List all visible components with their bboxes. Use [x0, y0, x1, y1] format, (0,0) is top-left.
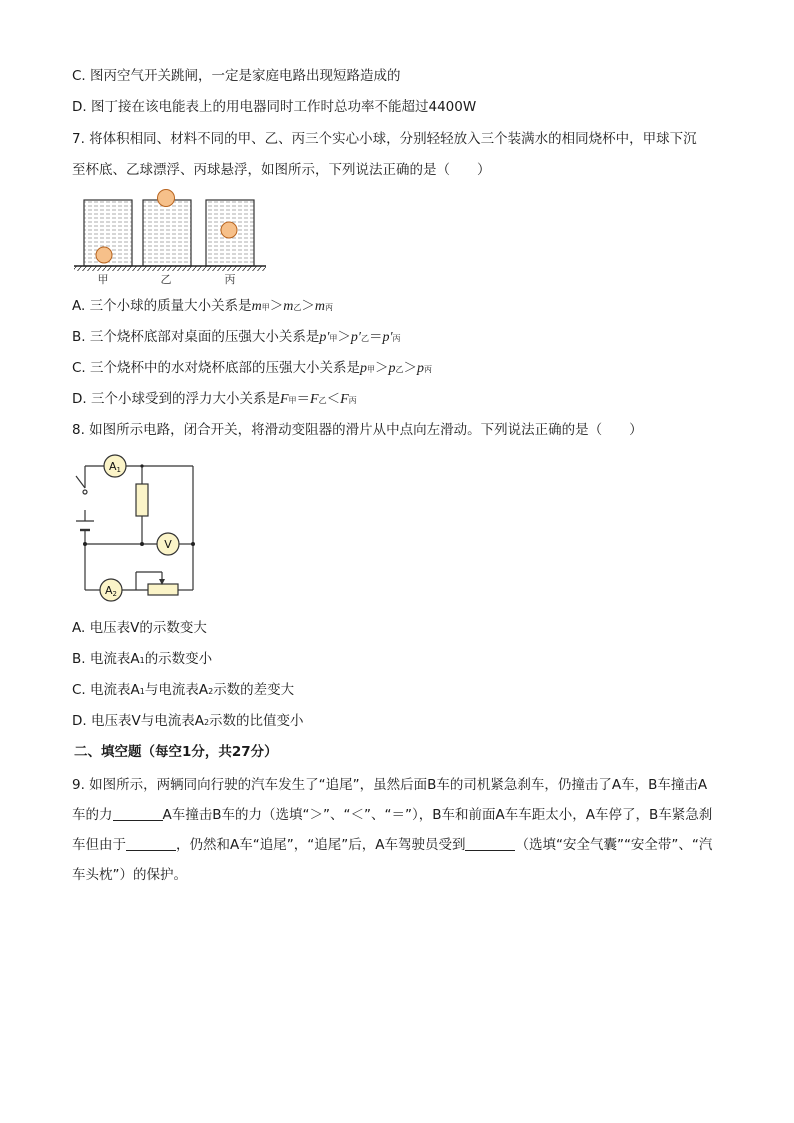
beaker-jia	[84, 200, 132, 266]
label-jia: 甲	[97, 273, 109, 286]
battery	[76, 521, 94, 530]
section-heading-fill-in: 二、填空题（每空1分，共27分）	[74, 744, 278, 760]
ball-bing	[221, 222, 237, 238]
answer-blank-3[interactable]	[465, 836, 515, 851]
prev-option-c: C. 图丙空气开关跳闸，一定是家庭电路出现短路造成的	[72, 68, 401, 84]
q8-stem: 8. 如图所示电路，闭合开关，将滑动变阻器的滑片从中点向左滑动。下列说法正确的是（ ）	[72, 422, 643, 438]
answer-blank-2[interactable]	[126, 836, 176, 851]
label-bing: 丙	[224, 273, 236, 286]
ammeter-a2	[100, 579, 122, 601]
label-yi: 乙	[160, 273, 172, 286]
q8-option-d: D. 电压表V与电流表A2示数的比值变小	[72, 713, 304, 729]
answer-blank-1[interactable]	[113, 806, 163, 821]
q7-option-b: B. 三个烧杯底部对桌面的压强大小关系是p′甲＞p′乙＝p′丙	[72, 329, 401, 345]
q7-option-a: A. 三个小球的质量大小关系是m甲＞m乙＞m丙	[72, 298, 333, 314]
q8-option-b: B. 电流表A1的示数变小	[72, 651, 213, 667]
q7-option-d: D. 三个小球受到的浮力大小关系是F甲＝F乙＜F丙	[72, 391, 357, 407]
q7-stem-line2: 至杯底、乙球漂浮、丙球悬浮，如图所示，下列说法正确的是（ ）	[72, 162, 491, 178]
fixed-resistor	[136, 484, 148, 516]
ball-jia	[96, 247, 112, 263]
q9-paragraph: 9. 如图所示，两辆同向行驶的汽车发生了“追尾”，虽然后面B车的司机紧急刹车，仍撞击了A车，B车撞击A车的力 A车撞击B车的力（选填“＞”、“＜”、“＝”），B车和前面A车车距太小，A车停了，B车紧急刹车但由于 ，仍然和A车“追尾”，“追尾”后，A车驾驶员受到 （选填“安全气囊”“安全带”、“汽车头枕”）的保护。	[72, 777, 713, 883]
rheostat	[148, 584, 178, 595]
ball-yi	[158, 190, 175, 207]
prev-option-d: D. 图丁接在该电能表上的用电器同时工作时总功率不能超过4400W	[72, 99, 477, 115]
q8-option-c: C. 电流表A1与电流表A2示数的差变大	[72, 682, 295, 698]
q7-stem-line1: 7. 将体积相同、材料不同的甲、乙、丙三个实心小球，分别轻轻放入三个装满水的相同烧杯中，甲球下沉	[72, 131, 697, 147]
svg-text:A2: A2	[105, 584, 117, 598]
svg-text:A1: A1	[109, 460, 121, 474]
svg-text:V: V	[164, 538, 172, 551]
ammeter-a1	[104, 455, 126, 477]
q8-option-a: A. 电压表V的示数变大	[72, 620, 207, 636]
beaker-yi	[143, 190, 191, 267]
q8-circuit-diagram	[62, 450, 212, 606]
q7-beaker-figure	[70, 184, 276, 286]
voltmeter-v	[157, 533, 179, 555]
beaker-bing	[206, 200, 254, 266]
q7-option-c: C. 三个烧杯中的水对烧杯底部的压强大小关系是p甲＞p乙＞p丙	[72, 360, 433, 376]
